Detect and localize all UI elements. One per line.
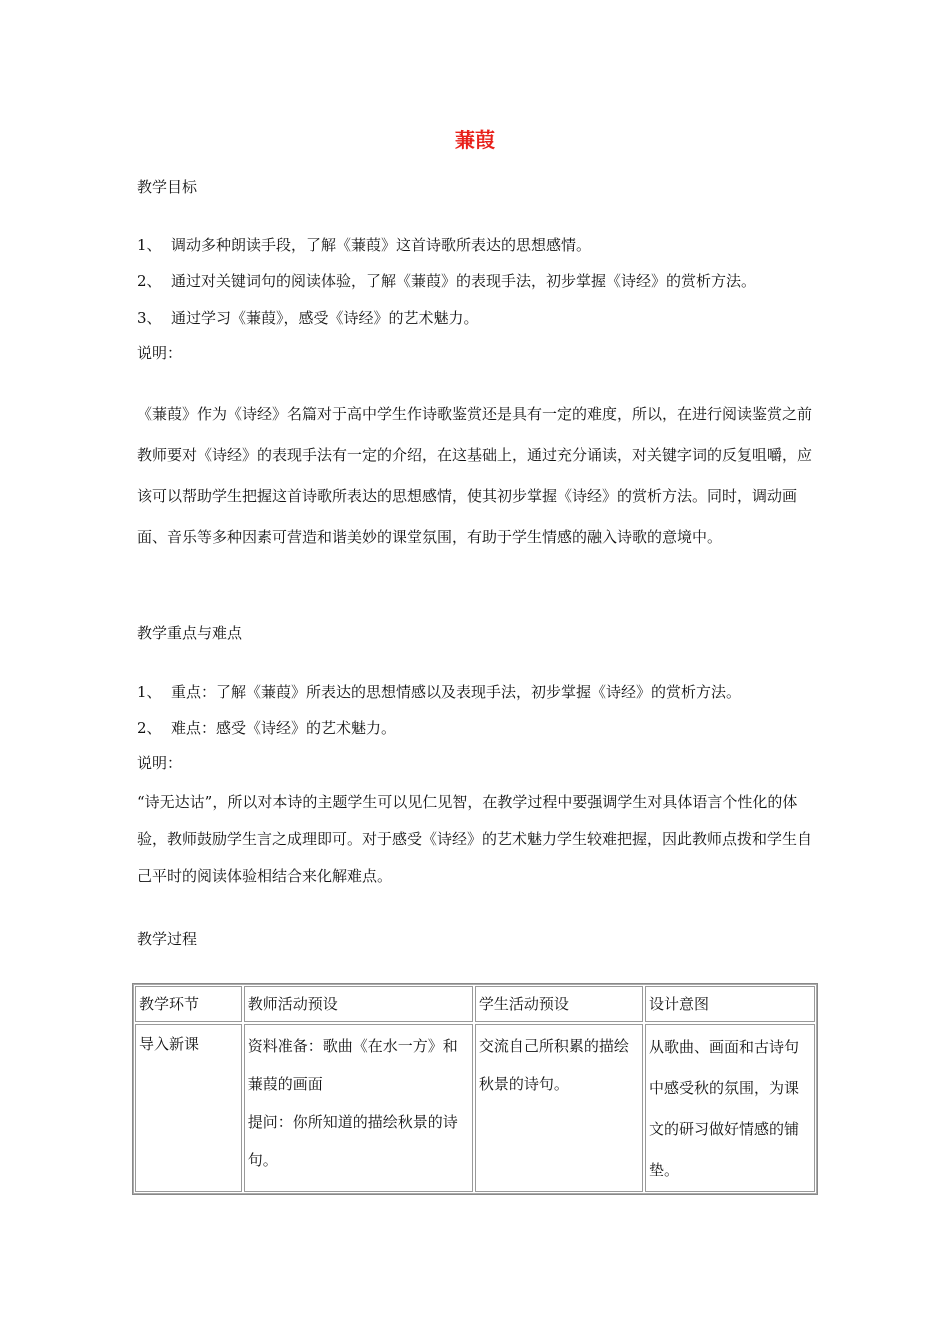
objective-text: 调动多种朗读手段，了解《蒹葭》这首诗歌所表达的思想感情。 [171,236,592,254]
objective-number: 2、 [137,272,162,290]
objective-item [137,230,817,260]
key-point-number: 2、 [137,719,162,737]
header-cell: 教学环节 [135,986,242,1022]
objectives-heading: 教学目标 [137,178,198,196]
key-point-text: 难点：感受《诗经》的艺术魅力。 [171,719,397,737]
objective-item [137,303,817,333]
note2-label: 说明： [137,754,183,772]
teacher-cell [244,1024,473,1192]
key-point-text: 重点：了解《蒹葭》所表达的思想情感以及表现手法，初步掌握《诗经》的赏析方法。 [171,683,742,701]
header-cell: 学生活动预设 [475,986,643,1022]
page-title: 蒹葭 [455,128,495,152]
objective-number: 1、 [137,236,162,254]
process-heading: 教学过程 [137,930,198,948]
student-cell: 交流自己所积累的描绘秋景的诗句。 [475,1024,643,1192]
header-cell: 教师活动预设 [244,986,473,1022]
objective-text: 通过对关键词句的阅读体验，了解《蒹葭》的表现手法，初步掌握《诗经》的赏析方法。 [171,272,757,290]
note2-paragraph: “诗无达诂”，所以对本诗的主题学生可以见仁见智，在教学过程中要强调学生对具体语言个性化的体验，教师鼓励学生言之成理即可。对于感受《诗经》的艺术魅力学生较难把握，因此教师点拨和学生自己平时的阅读体验相结合来化解难点。 [137,793,813,885]
teacher-line: 资料准备：歌曲《在水一方》和蒹葭的画面 [247,1037,458,1093]
table-row [135,1024,815,1192]
header-cell: 设计意图 [645,986,815,1022]
key-point-item [137,677,817,707]
note1-label: 说明： [137,344,183,362]
objective-number: 3、 [137,309,162,327]
stage-cell: 导入新课 [135,1024,242,1192]
key-point-number: 1、 [137,683,162,701]
objective-text: 通过学习《蒹葭》，感受《诗经》的艺术魅力。 [171,309,479,327]
teacher-line: 提问：你所知道的描绘秋景的诗句。 [247,1113,458,1169]
key-point-item [137,713,817,743]
table-header-row [135,986,815,1022]
note1-paragraph: 《蒹葭》作为《诗经》名篇对于高中学生作诗歌鉴赏还是具有一定的难度，所以，在进行阅读鉴赏之前教师要对《诗经》的表现手法有一定的介绍，在这基础上，通过充分诵读，对关键字词的反复咀嚼，应该可以帮助学生把握这首诗歌所表达的思想感情，使其初步掌握《诗经》的赏析方法。同时，调动画面、音乐等多种因素可营造和谐美妙的课堂氛围，有助于学生情感的融入诗歌的意境中。 [137,405,813,546]
objective-item [137,266,837,296]
key-heading: 教学重点与难点 [137,624,243,642]
process-table [132,983,818,1195]
intent-cell: 从歌曲、画面和古诗句中感受秋的氛围，为课文的研习做好情感的铺垫。 [645,1024,815,1192]
